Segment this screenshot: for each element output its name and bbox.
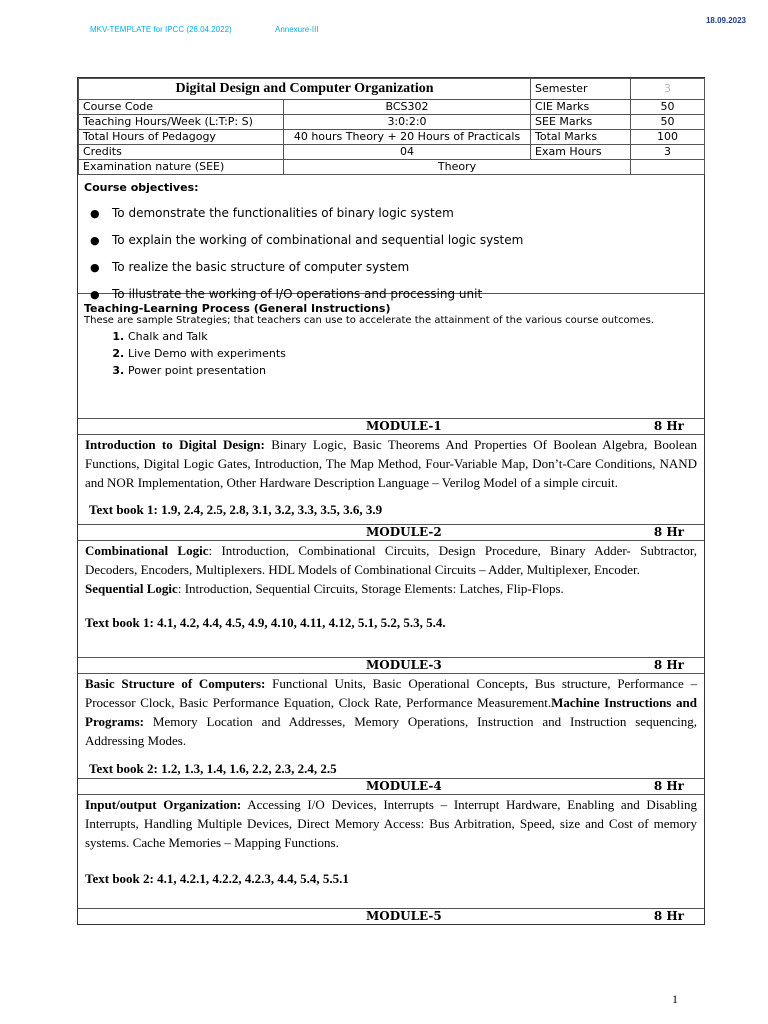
module-2-content [78,541,704,657]
module-topic-heading: Introduction to Digital Design: [85,437,265,452]
total-marks-value: 100 [631,130,705,145]
module-topic-text: Memory Location and Addresses, Memory Operations, Instruction and Instruction sequencing, Addressing Modes. [85,714,697,748]
course-code-value: BCS302 [284,100,531,115]
module-hours: 8 Hr [653,419,684,433]
tlp-heading: Teaching-Learning Process (General Instructions) [84,302,391,315]
template-label: MKV-TEMPLATE for IPCC (26.04.2022) [90,25,232,34]
course-info-table [78,78,705,175]
objective-item: ● To demonstrate the functionalities of binary logic system [112,200,698,227]
syllabus-sheet [77,77,705,925]
module-topic-heading: Machine Instructions and Programs: [85,695,697,729]
module-hours: 8 Hr [653,779,684,793]
teaching-hours-value: 3:0:2:0 [284,115,531,130]
module-textbook: Text book 1: 4.1, 4.2, 4.4, 4.5, 4.9, 4.10, 4.11, 4.12, 5.1, 5.2, 5.3, 5.4. [85,615,446,630]
objective-item: ● To illustrate the working of I/O operations and processing unit [112,281,698,308]
exam-hours-label: Exam Hours [531,145,631,160]
module-5-header [78,908,704,924]
teaching-hours-label: Teaching Hours/Week (L:T:P: S) [79,115,284,130]
module-hours: 8 Hr [653,525,684,539]
semester-value: 3 [631,79,705,100]
page-number: 1 [672,992,678,1006]
pedagogy-hours-label: Total Hours of Pedagogy [79,130,284,145]
tlp-intro: These are sample Strategies; that teachers can use to accelerate the attainment of the various course outcomes. [84,315,654,326]
teaching-learning-process [78,293,704,418]
module-title: MODULE-5 [366,909,442,923]
module-2-header [78,524,704,541]
tlp-item: 2. Live Demo with experiments [128,345,698,362]
module-title: MODULE-3 [366,658,442,672]
module-topic-heading: Input/output Organization: [85,797,242,812]
module-4-header [78,778,704,795]
module-1-content [78,435,704,524]
module-topic-text: : Introduction, Combinational Circuits, Design Procedure, Binary Adder- Subtractor, Decoders, Encoders, Multiplexers. HDL Models of Combinational Circuits – Adder, Multiplexer, Encoder. [85,543,697,577]
see-marks-value: 50 [631,115,705,130]
tlp-item: 1. Chalk and Talk [128,328,698,345]
pedagogy-hours-value: 40 hours Theory + 20 Hours of Practicals [284,130,531,145]
module-title: MODULE-4 [366,779,442,793]
objectives-list [84,200,698,308]
credits-value: 04 [284,145,531,160]
module-1-header [78,418,704,435]
annexure-label: Annexure-III [275,25,319,34]
module-hours: 8 Hr [653,658,684,672]
module-3-content [78,674,704,778]
exam-hours-value: 3 [631,145,705,160]
module-hours: 8 Hr [653,909,684,923]
objective-item: ● To explain the working of combinational and sequential logic system [112,227,698,254]
course-code-label: Course Code [79,100,284,115]
course-title: Digital Design and Computer Organization [79,79,531,100]
module-topic-text: Binary Logic, Basic Theorems And Properties Of Boolean Algebra, Boolean Functions, Digital Logic Gates, Introduction, The Map Method, Four-Variable Map, Don’t-Care Conditions, NAND and NOR Implementation, Other Hardware Description Language – Verilog Model of a simple circuit. [85,437,698,490]
objectives-heading: Course objectives: [84,181,199,194]
module-topic-text: : Introduction, Sequential Circuits, Storage Elements: Latches, Flip-Flops. [177,581,564,596]
objective-item: ● To realize the basic structure of computer system [112,254,698,281]
exam-nature-value: Theory [284,160,631,175]
total-marks-label: Total Marks [531,130,631,145]
module-textbook: Text book 2: 1.2, 1.3, 1.4, 1.6, 2.2, 2.3, 2.4, 2.5 [89,761,337,776]
credits-label: Credits [79,145,284,160]
header-date: 18.09.2023 [705,16,746,25]
semester-label: Semester [531,79,631,100]
module-topic-heading: Sequential Logic [85,581,178,596]
module-title: MODULE-1 [366,419,442,433]
module-topic-heading: Combinational Logic [85,543,209,558]
tlp-item: 3. Power point presentation [128,362,698,379]
see-marks-label: SEE Marks [531,115,631,130]
blank-cell [631,160,705,175]
cie-marks-value: 50 [631,100,705,115]
tlp-list [84,328,698,379]
module-title: MODULE-2 [366,525,442,539]
module-3-header [78,657,704,674]
module-topic-heading: Basic Structure of Computers: [85,676,266,691]
module-textbook: Text book 2: 4.1, 4.2.1, 4.2.2, 4.2.3, 4.4, 5.4, 5.5.1 [85,871,349,886]
exam-nature-label: Examination nature (SEE) [79,160,284,175]
module-topic-text: Accessing I/O Devices, Interrupts – Interrupt Hardware, Enabling and Disabling Interrupts, Handling Multiple Devices, Direct Memory Access: Bus Arbitration, Speed, size and Cost of memory systems. Cache Memories – Mapping Functions. [85,797,697,850]
module-textbook: Text book 1: 1.9, 2.4, 2.5, 2.8, 3.1, 3.2, 3.3, 3.5, 3.6, 3.9 [89,502,383,517]
cie-marks-label: CIE Marks [531,100,631,115]
module-topic-text: Functional Units, Basic Operational Concepts, Bus structure, Performance – Processor Clock, Basic Performance Equation, Clock Rate, Performance Measurement. [85,676,697,710]
course-objectives [78,175,704,301]
module-4-content [78,795,704,908]
